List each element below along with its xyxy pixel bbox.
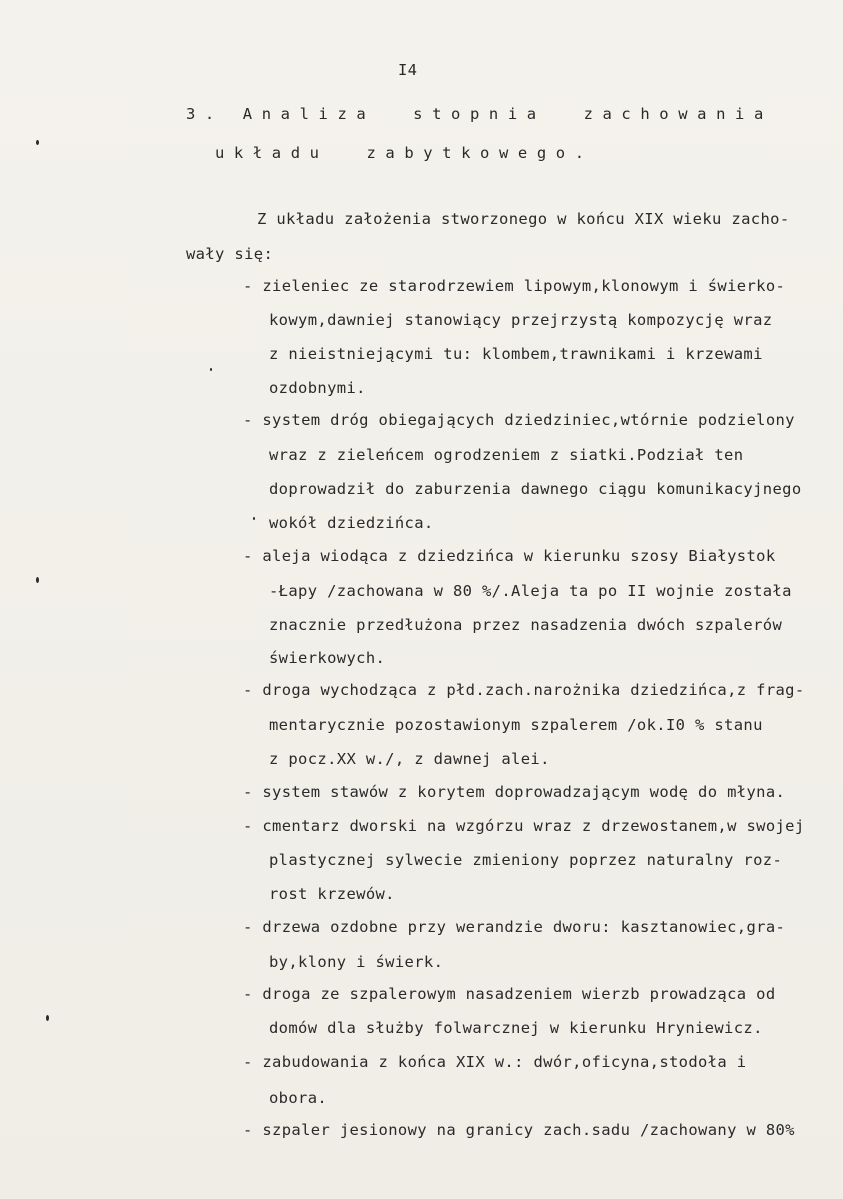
margin-mark [36, 577, 39, 583]
body-line: - szpaler jesionowy na granicy zach.sadu /zachowany w 80% [243, 1121, 795, 1139]
body-line: doprowadził do zaburzenia dawnego ciągu komunikacyjnego [269, 480, 802, 498]
body-line: świerkowych. [269, 649, 386, 667]
intro-line-2: wały się: [186, 245, 274, 263]
body-line: by,klony i świerk. [269, 953, 444, 971]
body-line: - droga ze szpalerowym nasadzeniem wierzb prowadząca od [243, 985, 776, 1003]
body-line: - system stawów z korytem doprowadzającym wodę do młyna. [243, 783, 786, 801]
margin-mark [253, 517, 255, 520]
body-line: - zabudowania z końca XIX w.: dwór,oficyna,stodoła i [243, 1053, 747, 1071]
body-line: - drzewa ozdobne przy werandzie dworu: kasztanowiec,gra- [243, 918, 786, 936]
body-line: - cmentarz dworski na wzgórzu wraz z drzewostanem,w swojej [243, 817, 805, 835]
body-line: ozdobnymi. [269, 379, 366, 397]
body-line: wokół dziedzińca. [269, 514, 434, 532]
body-line: -Łapy /zachowana w 80 %/.Aleja ta po II wojnie została [269, 582, 792, 600]
margin-mark [46, 1015, 49, 1021]
body-line: rost krzewów. [269, 885, 395, 903]
body-line: mentarycznie pozostawionym szpalerem /ok.I0 % stanu [269, 716, 763, 734]
body-line: - aleja wiodąca z dziedzińca w kierunku szosy Białystok [243, 547, 776, 565]
body-line: kowym,dawniej stanowiący przejrzystą kompozycję wraz [269, 311, 773, 329]
section-heading-line-1: 3. Analiza stopnia zachowania [186, 105, 773, 123]
body-line: - droga wychodząca z płd.zach.narożnika dziedzińca,z frag- [243, 681, 805, 699]
body-line: znacznie przedłużona przez nasadzenia dwóch szpalerów [269, 616, 783, 634]
body-line: domów dla służby folwarcznej w kierunku Hryniewicz. [269, 1019, 763, 1037]
section-heading-line-2: układu zabytkowego. [215, 144, 594, 162]
margin-mark [36, 140, 39, 145]
body-line: z pocz.XX w./, z dawnej alei. [269, 750, 550, 768]
body-line: obora. [269, 1089, 328, 1107]
body-line: plastycznej sylwecie zmieniony poprzez naturalny roz- [269, 851, 783, 869]
intro-line-1: Z układu założenia stworzonego w końcu XIX wieku zacho- [257, 210, 790, 228]
page-number: I4 [398, 61, 418, 79]
margin-mark [210, 368, 212, 371]
body-line: - system dróg obiegających dziedziniec,wtórnie podzielony [243, 411, 795, 429]
body-line: wraz z zieleńcem ogrodzeniem z siatki.Podział ten [269, 446, 744, 464]
body-line: - zieleniec ze starodrzewiem lipowym,klonowym i świerko- [243, 277, 786, 295]
body-line: z nieistniejącymi tu: klombem,trawnikami i krzewami [269, 345, 763, 363]
